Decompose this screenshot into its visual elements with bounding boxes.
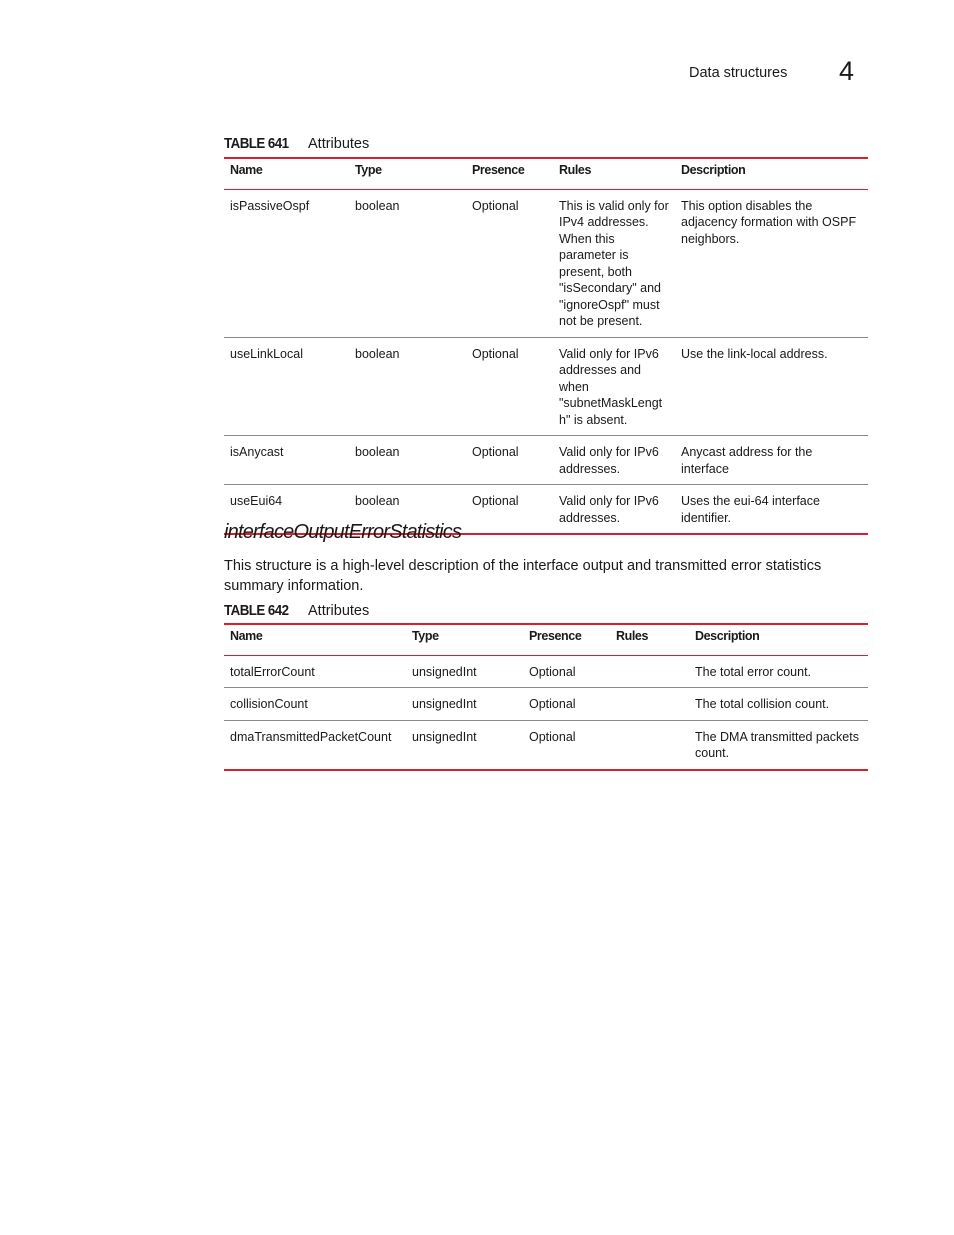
table-641-col-rules: Rules <box>553 158 675 189</box>
cell-description: The DMA transmitted packets count. <box>689 720 868 770</box>
cell-type: unsignedInt <box>406 655 523 688</box>
table-row <box>224 720 868 770</box>
table-642-col-type: Type <box>406 624 523 655</box>
cell-rules <box>610 720 689 770</box>
table-642-col-name: Name <box>224 624 406 655</box>
table-row <box>224 337 868 436</box>
cell-presence: Optional <box>466 485 553 535</box>
cell-description: Use the link-local address. <box>675 337 868 436</box>
cell-description: The total collision count. <box>689 688 868 721</box>
table-642-col-rules: Rules <box>610 624 689 655</box>
cell-type: boolean <box>349 337 466 436</box>
cell-rules: Valid only for IPv6 addresses and when "subnetMaskLength" is absent. <box>553 337 675 436</box>
table-641-col-name: Name <box>224 158 349 189</box>
cell-name: isAnycast <box>224 436 349 485</box>
table-641 <box>224 157 868 535</box>
table-642-col-presence: Presence <box>523 624 610 655</box>
cell-description: Anycast address for the interface <box>675 436 868 485</box>
cell-presence: Optional <box>466 189 553 337</box>
cell-name: useEui64 <box>224 485 349 535</box>
cell-rules: This is valid only for IPv4 addresses. When this parameter is present, both "isSecondary" and "ignoreOspf" must not be present. <box>553 189 675 337</box>
chapter-number: 4 <box>839 56 855 86</box>
table-642-caption <box>224 602 369 620</box>
table-row <box>224 436 868 485</box>
table-642-col-description: Description <box>689 624 868 655</box>
cell-rules <box>610 655 689 688</box>
section-heading: interfaceOutputErrorStatistics <box>224 521 462 543</box>
table-641-caption <box>224 135 369 153</box>
section-description: This structure is a high-level description of the interface output and transmitted error statistics summary information. <box>224 558 822 594</box>
cell-rules <box>610 688 689 721</box>
table-642-title: Attributes <box>308 603 370 619</box>
table-row <box>224 655 868 688</box>
table-641-col-type: Type <box>349 158 466 189</box>
cell-presence: Optional <box>466 337 553 436</box>
cell-type: boolean <box>349 485 466 535</box>
table-641-col-description: Description <box>675 158 868 189</box>
cell-presence: Optional <box>466 436 553 485</box>
cell-type: unsignedInt <box>406 688 523 721</box>
cell-rules: Valid only for IPv6 addresses. <box>553 436 675 485</box>
table-642-header-row <box>224 624 868 655</box>
cell-presence: Optional <box>523 655 610 688</box>
cell-type: unsignedInt <box>406 720 523 770</box>
cell-name: isPassiveOspf <box>224 189 349 337</box>
table-642-label: TABLE 642 <box>224 603 289 619</box>
cell-description: The total error count. <box>689 655 868 688</box>
cell-description: This option disables the adjacency formation with OSPF neighbors. <box>675 189 868 337</box>
cell-name: useLinkLocal <box>224 337 349 436</box>
cell-description: Uses the eui-64 interface identifier. <box>675 485 868 535</box>
cell-type: boolean <box>349 436 466 485</box>
table-641-col-presence: Presence <box>466 158 553 189</box>
table-642 <box>224 623 868 771</box>
cell-type: boolean <box>349 189 466 337</box>
table-641-title: Attributes <box>308 136 370 152</box>
cell-name: collisionCount <box>224 688 406 721</box>
table-row <box>224 688 868 721</box>
table-row <box>224 189 868 337</box>
table-641-header-row <box>224 158 868 189</box>
cell-presence: Optional <box>523 688 610 721</box>
cell-presence: Optional <box>523 720 610 770</box>
cell-name: dmaTransmittedPacketCount <box>224 720 406 770</box>
cell-name: totalErrorCount <box>224 655 406 688</box>
cell-rules: Valid only for IPv6 addresses. <box>553 485 675 535</box>
table-641-label: TABLE 641 <box>224 136 289 152</box>
running-header-section-title: Data structures <box>689 65 788 81</box>
